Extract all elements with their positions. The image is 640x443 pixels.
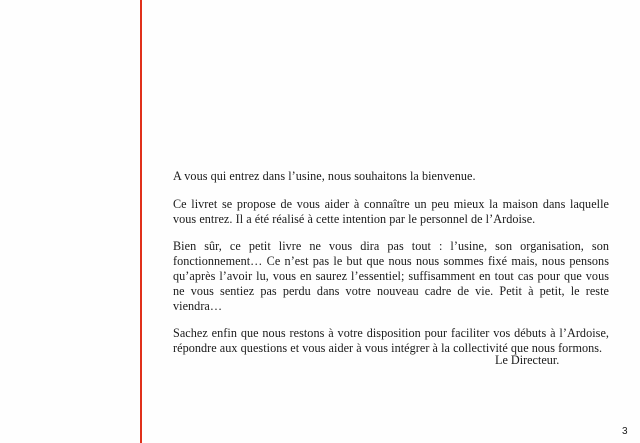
paragraph-purpose: Ce livret se propose de vous aider à connaître un peu mieux la maison dans laquelle vous entrez. Il a été réalisé à cette intention par le personnel de l’Ardoise. (173, 197, 609, 227)
margin-rule (140, 0, 142, 443)
paragraph-closing: Sachez enfin que nous restons à votre disposition pour faciliter vos débuts à l’Ardoise, répondre aux questions et vous aider à vous intégrer à la collectivité que nous formons. (173, 325, 609, 355)
letter-body (173, 169, 609, 367)
paragraph-scope: Bien sûr, ce petit livre ne vous dira pas tout : l’usine, son organisation, son fonctionnement… Ce n’est pas le but que nous nous sommes fixé mais, nous pensons qu’après l’avoir lu, vous en saurez l’essentiel; suffisamment en tout cas pour que vous ne vous sentiez pas perdu dans votre nouveau cadre de vie. Petit à petit, le reste viendra… (173, 238, 609, 314)
signature: Le Directeur. (495, 353, 560, 367)
page-number: 3 (622, 426, 628, 437)
paragraph-welcome: A vous qui entrez dans l’usine, nous souhaitons la bienvenue. (173, 169, 476, 183)
